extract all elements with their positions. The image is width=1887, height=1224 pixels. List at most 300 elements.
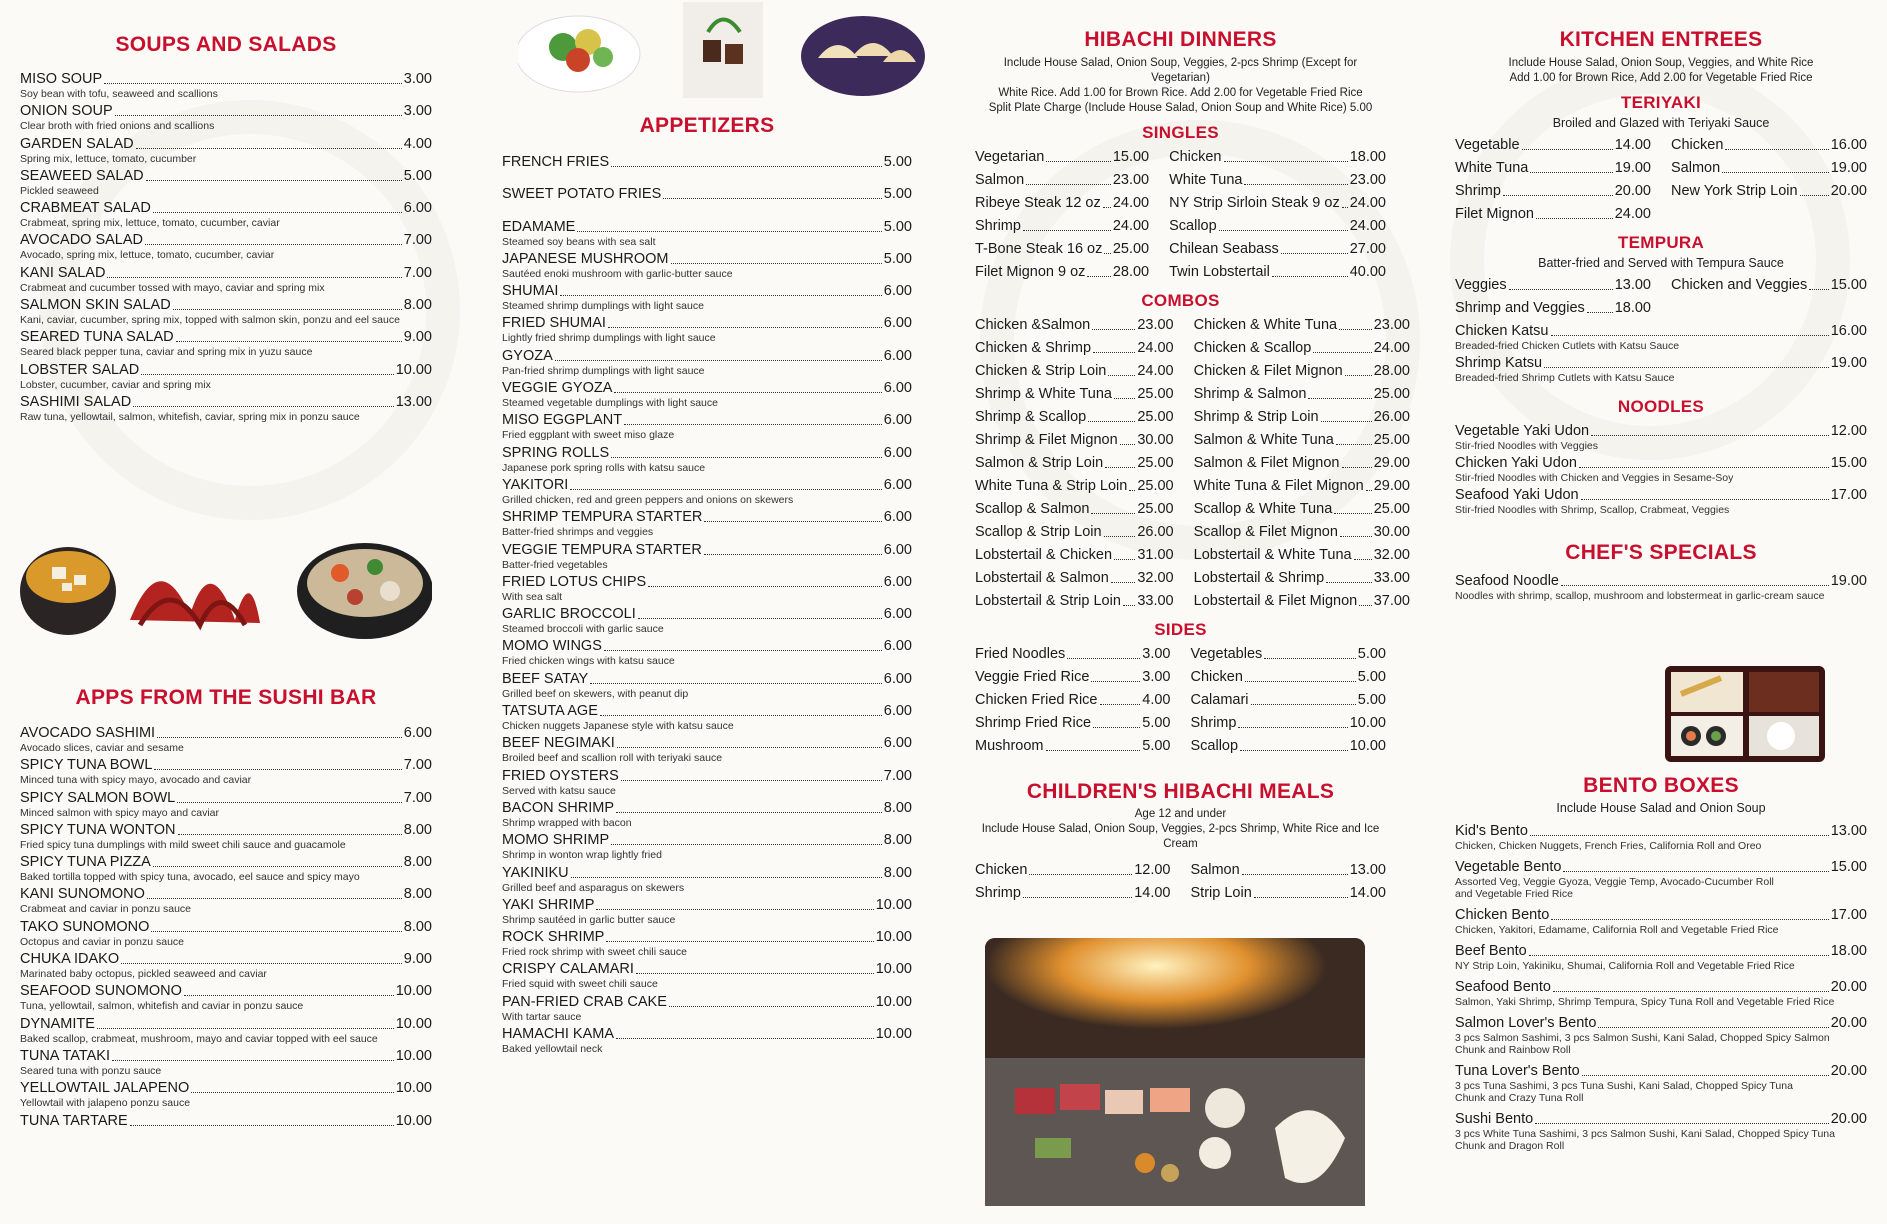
menu-item-row xyxy=(1455,277,1651,294)
dot-leader xyxy=(141,374,393,375)
menu-item-row xyxy=(1169,149,1386,166)
soups-list xyxy=(20,71,432,426)
menu-item-row xyxy=(1194,340,1410,357)
dot-leader xyxy=(1313,352,1371,353)
item-name: Filet Mignon xyxy=(1455,206,1534,222)
menu-item xyxy=(502,994,912,1026)
menu-item xyxy=(502,897,912,929)
menu-item xyxy=(975,692,1171,709)
dot-leader xyxy=(606,941,873,942)
dot-leader xyxy=(1809,289,1828,290)
menu-item-row xyxy=(502,509,912,526)
item-name: Scallop xyxy=(1190,738,1239,754)
dot-leader xyxy=(1536,218,1613,219)
menu-item-row xyxy=(502,768,912,785)
section-title-hibachi: HIBACHI DINNERS xyxy=(1084,28,1277,51)
item-name: Lobstertail & Salmon xyxy=(975,570,1109,586)
menu-item xyxy=(502,251,912,283)
item-description: Japanese pork spring rolls with katsu sauce xyxy=(502,461,706,474)
menu-item xyxy=(502,445,912,477)
item-name: ROCK SHRIMP xyxy=(502,929,605,946)
item-price: 16.00 xyxy=(1830,137,1867,153)
item-name: SHUMAI xyxy=(502,283,559,300)
dot-leader xyxy=(1242,874,1348,875)
menu-item-row xyxy=(1455,573,1867,590)
item-price: 8.00 xyxy=(883,799,912,816)
menu-item xyxy=(975,593,1174,610)
dot-leader xyxy=(1087,276,1110,277)
menu-item-row xyxy=(975,317,1174,334)
item-description: Minced tuna with spicy mayo, avocado and caviar xyxy=(20,774,252,787)
dot-leader xyxy=(571,877,882,878)
menu-item xyxy=(1191,885,1387,902)
item-price: 25.00 xyxy=(1373,501,1410,517)
menu-item-row xyxy=(20,1016,432,1033)
menu-item xyxy=(975,455,1174,472)
item-price: 13.00 xyxy=(1349,862,1386,878)
menu-item xyxy=(20,362,432,394)
menu-item-row xyxy=(975,241,1149,258)
item-price: 26.00 xyxy=(1373,409,1410,425)
menu-item-row xyxy=(502,929,912,946)
dot-leader xyxy=(121,963,402,964)
dot-leader xyxy=(1354,559,1372,560)
item-price: 4.00 xyxy=(1142,692,1171,708)
hibachi-note: Split Plate Charge (Include House Salad, Onion Soup and White Rice) 5.00 xyxy=(988,102,1373,114)
menu-item xyxy=(20,854,432,886)
menu-item-row xyxy=(502,735,912,752)
dot-leader xyxy=(1366,490,1372,491)
dot-leader xyxy=(1093,352,1135,353)
item-name: Strip Loin xyxy=(1190,885,1252,901)
menu-item xyxy=(975,715,1171,732)
menu-item-row xyxy=(1455,907,1867,924)
item-name: Fried Noodles xyxy=(975,646,1066,662)
item-price: 5.00 xyxy=(1357,669,1386,685)
dot-leader xyxy=(608,327,882,328)
item-name: SPICY TUNA BOWL xyxy=(20,757,153,774)
item-name: VEGGIE TEMPURA STARTER xyxy=(502,541,702,558)
menu-item xyxy=(1169,264,1386,281)
item-name: Vegetables xyxy=(1190,646,1263,662)
menu-item xyxy=(975,547,1174,564)
item-name: Veggies xyxy=(1455,277,1507,293)
menu-item xyxy=(20,822,432,854)
item-name: MISO EGGPLANT xyxy=(502,412,623,429)
item-price: 6.00 xyxy=(883,606,912,623)
food-photo-row xyxy=(20,525,432,650)
section-title-singles: SINGLES xyxy=(1142,123,1219,142)
item-description: Soy bean with tofu, seaweed and scallions xyxy=(20,88,218,100)
menu-item xyxy=(20,168,432,200)
dot-leader xyxy=(616,1038,874,1039)
menu-item-row xyxy=(1455,137,1651,154)
item-price: 3.00 xyxy=(1142,669,1171,685)
dot-leader xyxy=(617,747,882,748)
item-description: Steamed broccoli with garlic sauce xyxy=(502,623,664,636)
item-price: 6.00 xyxy=(883,476,912,493)
item-name: Sushi Bento xyxy=(1455,1111,1534,1127)
teriyaki-grid xyxy=(1455,137,1867,223)
menu-item xyxy=(20,790,432,822)
item-price: 10.00 xyxy=(875,929,912,946)
item-description: Grilled beef on skewers, with peanut dip xyxy=(502,687,689,700)
dot-leader xyxy=(1251,704,1356,705)
item-price: 15.00 xyxy=(1112,149,1150,165)
item-price: 3.00 xyxy=(1142,646,1171,662)
menu-item-row xyxy=(1194,363,1410,380)
item-name: Chicken xyxy=(975,862,1028,878)
menu-item-row xyxy=(975,340,1174,357)
menu-item xyxy=(502,1026,912,1058)
item-price: 28.00 xyxy=(1112,264,1150,280)
item-price: 6.00 xyxy=(403,200,432,217)
menu-item xyxy=(502,154,912,186)
item-name: FRIED OYSTERS xyxy=(502,767,619,784)
menu-item xyxy=(502,542,912,574)
section-title-combos: COMBOS xyxy=(1141,291,1220,310)
item-description: Crabmeat, spring mix, lettuce, tomato, cucumber, caviar xyxy=(20,217,280,230)
item-price: 4.00 xyxy=(403,135,432,152)
item-name: SWEET POTATO FRIES xyxy=(502,186,662,203)
kids-grid xyxy=(975,862,1386,902)
item-description: Breaded-fried Chicken Cutlets with Katsu Sauce xyxy=(1455,340,1680,352)
dot-leader xyxy=(560,295,881,296)
menu-item xyxy=(1455,160,1651,177)
menu-item-row xyxy=(1194,547,1410,564)
item-price: 13.00 xyxy=(1830,823,1867,839)
menu-item xyxy=(20,265,432,297)
item-price: 20.00 xyxy=(1830,979,1867,995)
menu-item-row xyxy=(975,524,1174,541)
item-price: 30.00 xyxy=(1137,432,1174,448)
dot-leader xyxy=(1264,658,1356,659)
item-description: Crabmeat and cucumber tossed with mayo, caviar and spring mix xyxy=(20,281,325,294)
menu-item xyxy=(975,646,1171,663)
item-name: Salmon & White Tuna xyxy=(1193,432,1334,448)
menu-item-row xyxy=(1455,943,1867,960)
dot-leader xyxy=(1339,329,1372,330)
item-price: 6.00 xyxy=(883,541,912,558)
menu-item xyxy=(975,501,1174,518)
menu-item xyxy=(502,348,912,380)
item-price: 17.00 xyxy=(1830,487,1867,503)
menu-item-row xyxy=(502,154,912,171)
dot-leader xyxy=(1503,195,1613,196)
dot-leader xyxy=(611,844,882,845)
item-name: SPICY SALMON BOWL xyxy=(20,789,176,806)
item-name: Chicken & Shrimp xyxy=(975,340,1092,356)
item-name: Filet Mignon 9 oz xyxy=(975,264,1086,280)
item-price: 13.00 xyxy=(395,393,432,410)
dot-leader xyxy=(1240,750,1348,751)
dot-leader xyxy=(1254,897,1348,898)
menu-item xyxy=(1455,1063,1867,1104)
menu-item xyxy=(1194,478,1410,495)
item-price: 8.00 xyxy=(403,297,432,314)
menu-item xyxy=(1191,738,1387,755)
item-name: DYNAMITE xyxy=(20,1015,95,1032)
item-price: 5.00 xyxy=(403,167,432,184)
item-price: 5.00 xyxy=(1357,692,1386,708)
section-title-sides: SIDES xyxy=(1154,620,1207,639)
menu-item-row xyxy=(975,478,1174,495)
dot-leader xyxy=(671,263,882,264)
menu-item-row xyxy=(1455,823,1867,840)
menu-item xyxy=(502,380,912,412)
item-price: 7.00 xyxy=(403,232,432,249)
dot-leader xyxy=(1104,253,1110,254)
item-name: Lobstertail & Filet Mignon xyxy=(1193,593,1358,609)
menu-item xyxy=(1455,455,1867,487)
item-description: Batter-fried vegetables xyxy=(502,558,608,571)
menu-item xyxy=(1455,300,1651,317)
dot-leader xyxy=(1342,467,1372,468)
menu-item xyxy=(1455,277,1651,294)
item-description: NY Strip Loin, Yakiniku, Shumai, California Roll and Vegetable Fried Rice xyxy=(1455,960,1795,972)
item-name: FRIED LOTUS CHIPS xyxy=(502,573,647,590)
dot-leader xyxy=(1326,582,1372,583)
item-price: 29.00 xyxy=(1373,455,1410,471)
menu-item xyxy=(975,432,1174,449)
menu-item-row xyxy=(20,168,432,185)
menu-item-row xyxy=(975,862,1171,879)
item-price: 25.00 xyxy=(1112,241,1150,257)
dot-leader xyxy=(669,1006,874,1007)
item-name: New York Strip Loin xyxy=(1671,183,1798,199)
item-price: 8.00 xyxy=(883,864,912,881)
item-name: VEGGIE GYOZA xyxy=(502,380,613,397)
item-description: and Vegetable Fried Rice xyxy=(1455,888,1573,900)
section-title-soups: SOUPS AND SALADS xyxy=(115,33,337,56)
menu-item xyxy=(975,885,1171,902)
menu-item xyxy=(502,509,912,541)
item-name: Shrimp & Scallop xyxy=(975,409,1087,425)
item-price: 30.00 xyxy=(1373,524,1410,540)
dot-leader xyxy=(555,360,882,361)
menu-item xyxy=(20,1048,432,1080)
item-price: 6.00 xyxy=(883,573,912,590)
menu-item-row xyxy=(502,832,912,849)
sushi-apps-list xyxy=(20,725,432,1145)
item-name: Salmon & Filet Mignon xyxy=(1193,455,1340,471)
item-price: 25.00 xyxy=(1137,455,1174,471)
menu-item-row xyxy=(1455,455,1867,472)
menu-item-row xyxy=(1455,1015,1867,1032)
dot-leader xyxy=(1551,919,1828,920)
appetizers-list xyxy=(502,154,912,1058)
item-description: Baked tortilla topped with spicy tuna, avocado, eel sauce and spicy mayo xyxy=(20,871,360,884)
item-price: 15.00 xyxy=(1830,859,1867,875)
menu-item xyxy=(20,136,432,168)
item-price: 14.00 xyxy=(1349,885,1386,901)
item-price: 9.00 xyxy=(403,329,432,346)
dot-leader xyxy=(1129,490,1135,491)
item-price: 19.00 xyxy=(1614,160,1651,176)
item-price: 18.00 xyxy=(1614,300,1651,316)
menu-item-row xyxy=(975,547,1174,564)
menu-item-row xyxy=(1455,859,1867,876)
item-price: 25.00 xyxy=(1373,432,1410,448)
item-name: Shrimp & Filet Mignon xyxy=(975,432,1118,448)
menu-item xyxy=(1671,277,1867,294)
item-price: 10.00 xyxy=(395,1080,432,1097)
menu-item-row xyxy=(975,646,1171,663)
item-name: Chicken and Veggies xyxy=(1671,277,1808,293)
hibachi-note: Include House Salad, Onion Soup, Veggies, 2-pcs Shrimp (Except for Vegetarian) xyxy=(1003,57,1358,84)
combos-grid xyxy=(975,317,1410,610)
item-description: Avocado, spring mix, lettuce, tomato, cucumber, caviar xyxy=(20,249,275,262)
menu-item-row xyxy=(975,195,1149,212)
dot-leader xyxy=(153,212,402,213)
menu-item xyxy=(1191,715,1387,732)
item-price: 32.00 xyxy=(1137,570,1174,586)
item-price: 18.00 xyxy=(1830,943,1867,959)
item-name: Mushroom xyxy=(975,738,1044,754)
dot-leader xyxy=(145,244,402,245)
dot-leader xyxy=(1103,207,1111,208)
menu-item-row xyxy=(1169,195,1386,212)
menu-item-row xyxy=(20,265,432,282)
item-name: Salmon & Strip Loin xyxy=(975,455,1104,471)
item-description: Breaded-fried Shrimp Cutlets with Katsu Sauce xyxy=(1455,372,1675,384)
menu-item-row xyxy=(1169,264,1386,281)
dot-leader xyxy=(115,115,402,116)
menu-item-row xyxy=(1194,501,1410,518)
menu-item xyxy=(975,409,1174,426)
menu-item-row xyxy=(1191,738,1387,755)
item-price: 10.00 xyxy=(875,993,912,1010)
dot-leader xyxy=(1091,513,1135,514)
item-name: Chicken Yaki Udon xyxy=(1455,455,1577,471)
menu-item-row xyxy=(975,593,1174,610)
dot-leader xyxy=(1088,421,1135,422)
item-name: Scallop & White Tuna xyxy=(1193,501,1333,517)
menu-item xyxy=(20,297,432,329)
dot-leader xyxy=(1067,658,1140,659)
menu-item-row xyxy=(1671,160,1867,177)
menu-item-row xyxy=(1169,218,1386,235)
dot-leader xyxy=(1104,536,1136,537)
menu-item-row xyxy=(502,380,912,397)
item-description: Baked scallop, crabmeat, mushroom, mayo and caviar topped with eel sauce xyxy=(20,1032,378,1045)
item-description: Baked yellowtail neck xyxy=(502,1043,603,1056)
item-description: Stir-fried Noodles with Shrimp, Scallop, Crabmeat, Veggies xyxy=(1455,504,1730,516)
item-price: 20.00 xyxy=(1830,1015,1867,1031)
item-price: 7.00 xyxy=(883,767,912,784)
menu-item-row xyxy=(502,606,912,623)
item-description: Marinated baby octopus, pickled seaweed and caviar xyxy=(20,968,267,981)
item-price: 25.00 xyxy=(1137,409,1174,425)
menu-item-row xyxy=(502,542,912,559)
item-name: MOMO SHRIMP xyxy=(502,832,610,849)
menu-item xyxy=(1191,646,1387,663)
item-name: YAKI SHRIMP xyxy=(502,896,595,913)
item-name: TUNA TATAKI xyxy=(20,1047,110,1064)
kids-note: Include House Salad, Onion Soup, Veggies, 2-pcs Shrimp, White Rice and Ice Cream xyxy=(981,823,1380,850)
menu-item-row xyxy=(502,315,912,332)
item-description: Lobster, cucumber, caviar and spring mix xyxy=(20,378,211,391)
item-description: 3 pcs White Tuna Sashimi, 3 pcs Salmon Sushi, Kani Salad, Chopped Spicy Tuna xyxy=(1455,1128,1835,1140)
dot-leader xyxy=(1530,172,1612,173)
dot-leader xyxy=(1530,835,1829,836)
item-price: 27.00 xyxy=(1349,241,1386,257)
item-name: AVOCADO SALAD xyxy=(20,232,144,249)
hibachi-note: White Rice. Add 1.00 for Brown Rice. Add 2.00 for Vegetable Fried Rice xyxy=(998,87,1363,99)
item-name: Chicken Bento xyxy=(1455,907,1550,923)
item-name: Shrimp Fried Rice xyxy=(975,715,1092,731)
item-name: Chicken & Scallop xyxy=(1193,340,1312,356)
item-price: 24.00 xyxy=(1349,195,1386,211)
menu-item xyxy=(975,218,1149,235)
item-name: White Tuna & Filet Mignon xyxy=(1193,478,1364,494)
menu-item xyxy=(20,394,432,426)
item-name: AVOCADO SASHIMI xyxy=(20,725,156,741)
menu-item xyxy=(1191,669,1387,686)
item-price: 10.00 xyxy=(875,1026,912,1043)
item-price: 32.00 xyxy=(1373,547,1410,563)
dot-leader xyxy=(638,618,882,619)
item-name: YAKITORI xyxy=(502,476,569,493)
dot-leader xyxy=(621,780,882,781)
menu-item xyxy=(1455,823,1867,852)
dot-leader xyxy=(1224,161,1348,162)
item-description: Chicken, Chicken Nuggets, French Fries, California Roll and Oreo xyxy=(1455,840,1762,852)
menu-item-row xyxy=(1671,137,1867,154)
item-description: Fried eggplant with sweet miso glaze xyxy=(502,429,675,442)
item-description: Pan-fried shrimp dumplings with light sauce xyxy=(502,364,705,377)
menu-item xyxy=(1455,979,1867,1008)
dot-leader xyxy=(1345,375,1372,376)
menu-item-row xyxy=(1194,386,1410,403)
item-name: Salmon Lover's Bento xyxy=(1455,1015,1597,1031)
menu-item xyxy=(20,329,432,361)
menu-item xyxy=(1671,137,1867,154)
dot-leader xyxy=(178,834,402,835)
menu-item-row xyxy=(502,994,912,1011)
item-price: 6.00 xyxy=(883,412,912,429)
dot-leader xyxy=(1522,149,1613,150)
item-description: Fried chicken wings with katsu sauce xyxy=(502,655,675,668)
menu-item-row xyxy=(20,394,432,411)
dot-leader xyxy=(136,148,402,149)
dot-leader xyxy=(590,683,882,684)
menu-item-row xyxy=(502,412,912,429)
menu-item xyxy=(20,103,432,135)
menu-item xyxy=(975,524,1174,541)
menu-item xyxy=(1455,206,1651,223)
item-price: 7.00 xyxy=(403,264,432,281)
menu-item xyxy=(502,606,912,638)
section-title-kitchen: KITCHEN ENTREES xyxy=(1559,28,1763,51)
item-price: 31.00 xyxy=(1137,547,1174,563)
item-price: 7.00 xyxy=(403,757,432,774)
item-name: TUNA TARTARE xyxy=(20,1112,128,1129)
dot-leader xyxy=(1581,499,1829,500)
item-name: Kid's Bento xyxy=(1455,823,1528,839)
item-description: Pickled seaweed xyxy=(20,184,99,197)
item-price: 6.00 xyxy=(883,670,912,687)
menu-item-row xyxy=(20,329,432,346)
menu-item xyxy=(1194,570,1410,587)
dot-leader xyxy=(1553,991,1829,992)
menu-item-row xyxy=(975,149,1149,166)
menu-item-row xyxy=(1455,206,1651,223)
item-name: Seafood Bento xyxy=(1455,979,1551,995)
menu-item-row xyxy=(502,445,912,462)
dot-leader xyxy=(1334,513,1371,514)
menu-item xyxy=(1455,355,1867,387)
